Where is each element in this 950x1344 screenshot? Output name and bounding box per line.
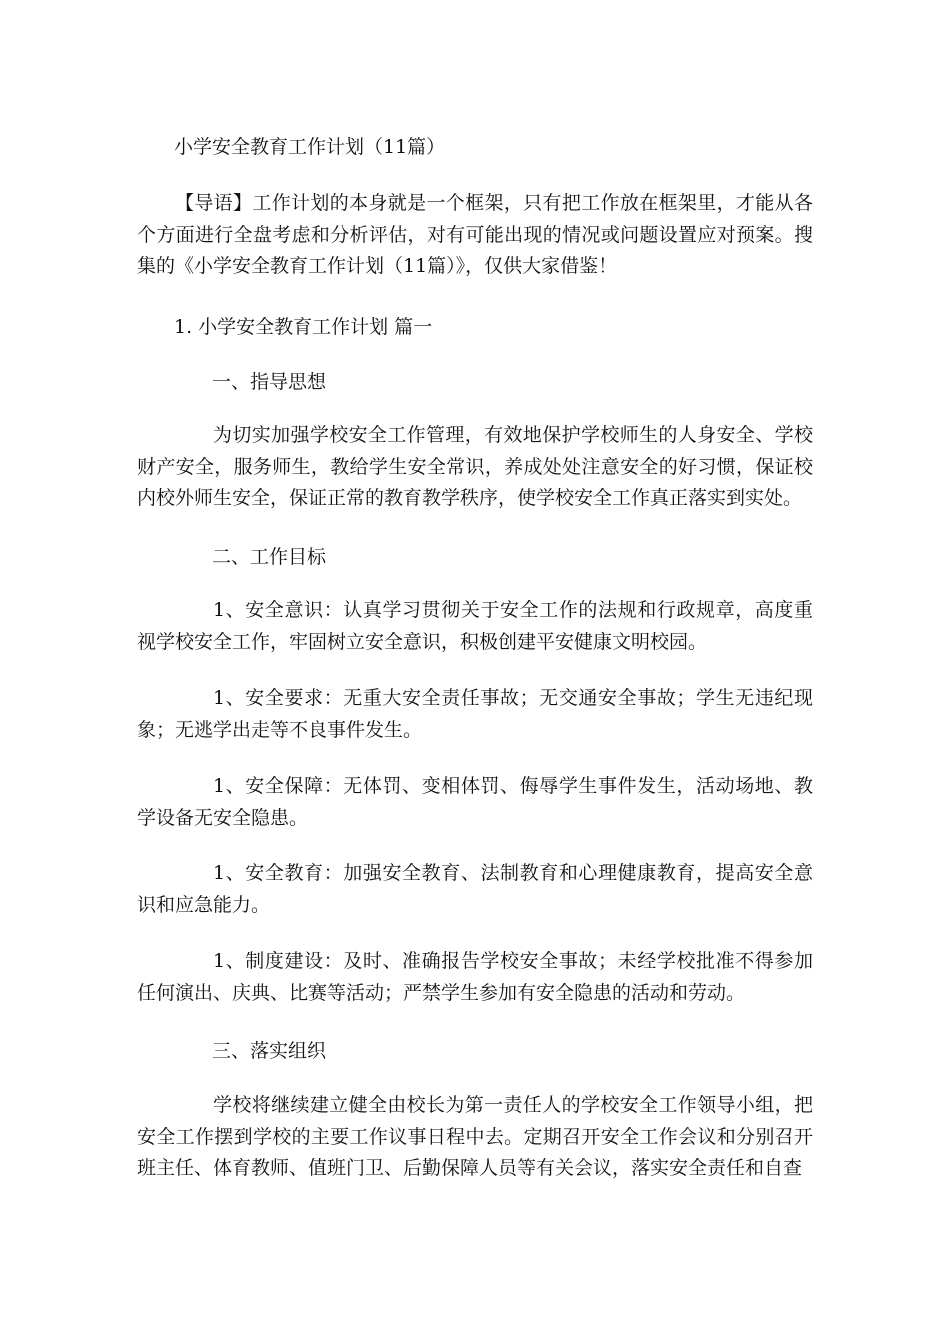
heading-guiding-thought: 一、指导思想	[212, 371, 327, 393]
heading-organization: 三、落实组织	[212, 1040, 327, 1062]
intro-paragraph: 【导语】工作计划的本身就是一个框架，只有把工作放在框架里，才能从各个方面进行全盘考虑和分析评估，对有可能出现的情况或问题设置应对预案。搜集的《小学安全教育工作计划（11篇）》，仅供大家借鉴！	[137, 192, 813, 278]
organization-paragraph: 学校将继续建立健全由校长为第一责任人的学校安全工作领导小组，把安全工作摆到学校的主要工作议事日程中去。定期召开安全工作会议和分别召开班主任、体育教师、值班门卫、后勤保障人员等有关会议，落实安全责任和自查	[137, 1094, 813, 1180]
goal-item: 1、制度建设：及时、准确报告学校安全事故；未经学校批准不得参加任何演出、庆典、比赛等活动；严禁学生参加有安全隐患的活动和劳动。	[137, 950, 813, 1004]
document-title: 小学安全教育工作计划（11篇）	[174, 136, 446, 158]
goal-item: 1、安全要求：无重大安全责任事故；无交通安全事故；学生无违纪现象；无逃学出走等不良事件发生。	[137, 687, 813, 741]
guiding-thought-paragraph: 为切实加强学校安全工作管理，有效地保护学校师生的人身安全、学校财产安全，服务师生，教给学生安全常识，养成处处注意安全的好习惯，保证校内校外师生安全，保证正常的教育教学秩序，使学校安全工作真正落实到实处。	[137, 424, 813, 510]
goal-item: 1、安全意识：认真学习贯彻关于安全工作的法规和行政规章，高度重视学校安全工作，牢固树立安全意识，积极创建平安健康文明校园。	[137, 599, 813, 653]
goal-item: 1、安全保障：无体罚、变相体罚、侮辱学生事件发生，活动场地、教学设备无安全隐患。	[137, 775, 813, 829]
goal-item: 1、安全教育：加强安全教育、法制教育和心理健康教育，提高安全意识和应急能力。	[137, 862, 813, 916]
section-1-title: 1. 小学安全教育工作计划 篇一	[174, 316, 433, 338]
heading-work-goals: 二、工作目标	[212, 546, 327, 568]
